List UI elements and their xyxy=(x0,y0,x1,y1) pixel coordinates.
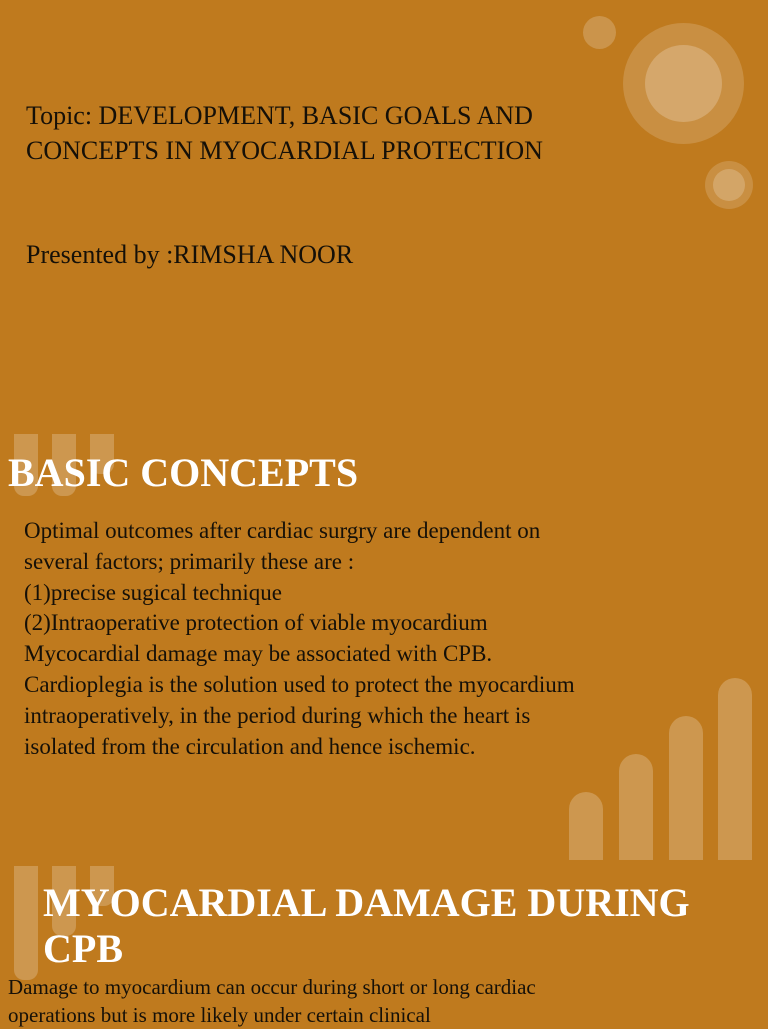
body-line: Mycocardial damage may be associated with CPB. xyxy=(24,641,493,667)
topic-line: CONCEPTS IN MYOCARDIAL PROTECTION xyxy=(26,136,543,165)
heading-line: CPB xyxy=(43,926,123,971)
title-slide xyxy=(0,0,768,420)
decorative-circle-medium-inner xyxy=(713,169,745,201)
body-line: several factors; primarily these are : xyxy=(24,548,355,574)
decorative-bar xyxy=(14,866,38,980)
myocardial-damage-slide xyxy=(0,860,768,1027)
body-line: Cardioplegia is the solution used to protect the myocardium xyxy=(24,671,575,697)
basic-concepts-slide xyxy=(0,420,768,860)
body-line: Optimal outcomes after cardiac surgry are dependent on xyxy=(24,518,541,543)
decorative-bar xyxy=(569,792,603,860)
decorative-circle-small xyxy=(583,16,616,49)
presenter-line: Presented by :RIMSHA NOOR xyxy=(26,240,354,269)
body-line: intraoperatively, in the period during which the heart is xyxy=(24,702,531,728)
body-line: Damage to myocardium can occur during short or long cardiac xyxy=(8,975,536,999)
body-line: operations but is more likely under certain clinical xyxy=(8,1003,431,1027)
body-line: (2)Intraoperative protection of viable myocardium xyxy=(24,610,488,636)
decorative-bar xyxy=(669,716,703,860)
topic-title xyxy=(26,98,626,168)
body-line: (1)precise sugical technique xyxy=(24,579,282,605)
section-heading xyxy=(43,880,703,972)
decorative-bar xyxy=(718,678,752,860)
section-heading: BASIC CONCEPTS xyxy=(8,450,359,495)
heading-line: MYOCARDIAL DAMAGE DURING xyxy=(43,880,690,925)
decorative-circle-large-inner xyxy=(645,45,722,122)
decorative-bar xyxy=(619,754,653,860)
body-line: isolated from the circulation and hence ischemic. xyxy=(24,733,476,759)
topic-line: Topic: DEVELOPMENT, BASIC GOALS AND xyxy=(26,101,533,130)
body-text xyxy=(8,973,768,1029)
body-text xyxy=(24,516,664,762)
